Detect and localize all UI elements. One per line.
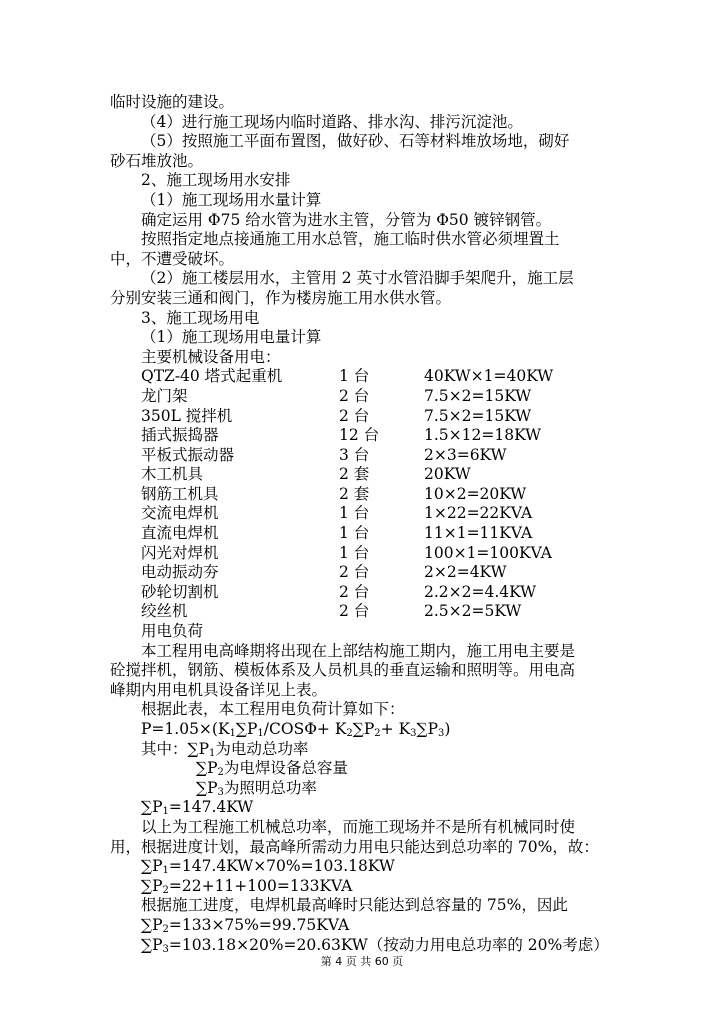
equipment-qty: 3 台: [339, 445, 370, 464]
formula-part: /COSΦ+ K: [263, 720, 347, 738]
equipment-power: 2×2=4KW: [424, 563, 507, 582]
text-line: （2）施工楼层用水，主管用 2 英寸水管沿脚手架爬升，施工层: [141, 269, 574, 288]
equipment-qty: 1 台: [339, 504, 370, 523]
equipment-power: 100×1=100KVA: [424, 543, 552, 562]
equipment-row: [110, 563, 620, 583]
formula-result: [110, 798, 620, 818]
formula-value: =103.18×20%=20.63KW（按动力用电总功率的 20%考虑）: [168, 935, 609, 954]
equipment-power: 1.5×12=18KW: [424, 426, 542, 445]
section-heading: 3、施工现场用电: [141, 308, 260, 327]
equipment-qty: 2 台: [339, 406, 370, 425]
formula-sub: 3: [438, 728, 445, 739]
formula-result: [110, 857, 620, 877]
equipment-row: [110, 367, 620, 387]
equipment-power: 40KW×1=40KW: [424, 367, 554, 386]
formula-part: ∑P: [416, 720, 439, 738]
formula-part: P=1.05×(K: [141, 720, 230, 738]
equipment-power: 2.5×2=5KW: [424, 602, 522, 621]
formula-part: ∑P: [141, 857, 163, 876]
section-heading: 2、施工现场用水安排: [141, 171, 291, 190]
equipment-qty: 12 台: [339, 426, 380, 445]
text-line: 峰期内用电机具设备详见上表。: [110, 680, 328, 699]
equipment-power: 20KW: [424, 465, 471, 484]
formula-sub: 3: [410, 728, 417, 739]
formula-sub: 1: [229, 728, 236, 739]
formula-sub: 3: [162, 943, 169, 955]
page-footer: 第 4 页 共 60 页: [320, 955, 404, 968]
equipment-power: 1×22=22KVA: [424, 504, 533, 523]
text-line: 本工程用电高峰期将出现在上部结构施工期内，施工用电主要是: [141, 641, 576, 660]
formula-sub: 1: [162, 806, 169, 818]
subsection-heading: （1）施工现场用水量计算: [141, 190, 322, 209]
equipment-qty: 2 台: [339, 386, 370, 405]
formula-def: 为电焊设备总容量: [223, 759, 348, 778]
equipment-qty: 2 套: [339, 484, 370, 503]
formula-def: 为电动总功率: [215, 739, 309, 758]
equipment-row: [110, 387, 620, 407]
formula-value: =22+11+100=133KVA: [168, 876, 353, 895]
subsection-heading: （1）施工现场用电量计算: [141, 328, 322, 347]
equipment-qty: 2 台: [339, 582, 370, 601]
equipment-row: [110, 524, 620, 544]
text-line: 中，不遭受破坏。: [110, 249, 235, 268]
formula-part: + K: [380, 720, 411, 738]
text-line: （4）进行施工现场内临时道路、排水沟、排污沉淀池。: [141, 112, 523, 131]
equipment-name: 平板式振动器: [141, 445, 235, 464]
equipment-name: QTZ-40 塔式起重机: [141, 367, 283, 386]
formula-result: [110, 916, 620, 936]
equipment-qty: 1 台: [339, 543, 370, 562]
equipment-name: 闪光对焊机: [141, 543, 219, 562]
equipment-row: [110, 544, 620, 564]
text-line: 确定运用 Φ75 给水管为进水主管，分管为 Φ50 镀锌钢管。: [141, 210, 552, 229]
equipment-row: [110, 602, 620, 622]
formula-result: [110, 877, 620, 897]
equipment-power: 7.5×2=15KW: [424, 406, 532, 425]
equipment-row: [110, 426, 620, 446]
formula-sub: 1: [257, 728, 264, 739]
formula-part: ∑P: [235, 720, 258, 738]
text-line: 砂石堆放池。: [110, 151, 204, 170]
equipment-name: 插式振捣器: [141, 426, 219, 445]
equipment-name: 交流电焊机: [141, 504, 219, 523]
equipment-name: 砂轮切割机: [141, 582, 219, 601]
text-line: 用，根据进度计划，最高峰所需动力用电只能达到总功率的 70%，故：: [110, 837, 599, 856]
equipment-qty: 2 台: [339, 563, 370, 582]
equipment-power: 11×1=11KVA: [424, 524, 533, 543]
formula-main: [110, 720, 620, 740]
formula-def: 为照明总功率: [223, 778, 317, 797]
equipment-qty: 2 套: [339, 465, 370, 484]
text-line: 砼搅拌机，钢筋、模板体系及人员机具的垂直运输和照明等。用电高: [110, 661, 576, 680]
formula-part: ∑P: [141, 876, 163, 895]
formula-part: ∑P: [141, 798, 163, 817]
equipment-name: 龙门架: [141, 386, 188, 405]
equipment-row: [110, 407, 620, 427]
formula-sub: 2: [162, 884, 169, 896]
text-line: （5）按照施工平面布置图，做好砂、石等材料堆放场地，砌好: [141, 132, 570, 151]
equipment-qty: 1 台: [339, 367, 370, 386]
equipment-qty: 1 台: [339, 524, 370, 543]
formula-part: ∑P: [196, 759, 218, 778]
text-line: 根据施工进度，电焊机最高峰时只能达到总容量的 75%，因此: [141, 896, 568, 915]
equipment-name: 木工机具: [141, 465, 204, 484]
formula-sub: 2: [374, 728, 381, 739]
equipment-qty: 2 台: [339, 602, 370, 621]
text-line: 分别安装三通和阀门，作为楼房施工用水供水管。: [110, 288, 452, 307]
equipment-power: 7.5×2=15KW: [424, 386, 532, 405]
equipment-name: 钢筋工机具: [141, 484, 219, 503]
formula-sub: 1: [209, 747, 216, 759]
document-body: [110, 93, 620, 955]
equipment-row: [110, 465, 620, 485]
equipment-row: [110, 504, 620, 524]
equipment-name: 350L 搅拌机: [141, 406, 233, 425]
text-line: 根据此表，本工程用电负荷计算如下：: [141, 700, 405, 719]
where-label: 其中：: [141, 739, 188, 758]
formula-part: ∑P: [187, 739, 210, 758]
equipment-power: 2×3=6KW: [424, 445, 507, 464]
equipment-row: [110, 446, 620, 466]
formula-value: =133×75%=99.75KVA: [168, 915, 350, 934]
equipment-power: 10×2=20KW: [424, 484, 527, 503]
text-line: 临时设施的建设。: [110, 93, 235, 111]
formula-part: ∑P: [196, 778, 218, 797]
equipment-name: 绞丝机: [141, 602, 188, 621]
equipment-row: [110, 485, 620, 505]
equipment-list: [110, 367, 620, 622]
formula-sub: 2: [217, 767, 224, 779]
formula-part: ): [444, 720, 451, 738]
formula-value: =147.4KW: [168, 798, 254, 817]
formula-part: ∑P: [352, 720, 375, 738]
formula-part: ∑P: [141, 915, 163, 934]
section-heading: 用电负荷: [141, 622, 204, 641]
equipment-row: [110, 583, 620, 603]
text-line: 以上为工程施工机械总功率，而施工现场并不是所有机械同时使: [141, 817, 576, 836]
formula-sub: 2: [346, 728, 353, 739]
formula-def-2: [110, 759, 620, 779]
equipment-power: 2.2×2=4.4KW: [424, 582, 537, 601]
text-line: 按照指定地点接通施工用水总管，施工临时供水管必须埋置土: [141, 230, 560, 249]
text-line: 主要机械设备用电：: [141, 347, 281, 366]
formula-def-1: [110, 740, 620, 760]
formula-def-3: [110, 779, 620, 799]
formula-value: =147.4KW×70%=103.18KW: [168, 857, 395, 876]
formula-part: ∑P: [141, 935, 163, 954]
formula-sub: 3: [217, 786, 224, 798]
formula-sub: 1: [162, 865, 169, 877]
equipment-name: 电动振动夯: [141, 563, 219, 582]
equipment-name: 直流电焊机: [141, 524, 219, 543]
formula-sub: 2: [162, 923, 169, 935]
